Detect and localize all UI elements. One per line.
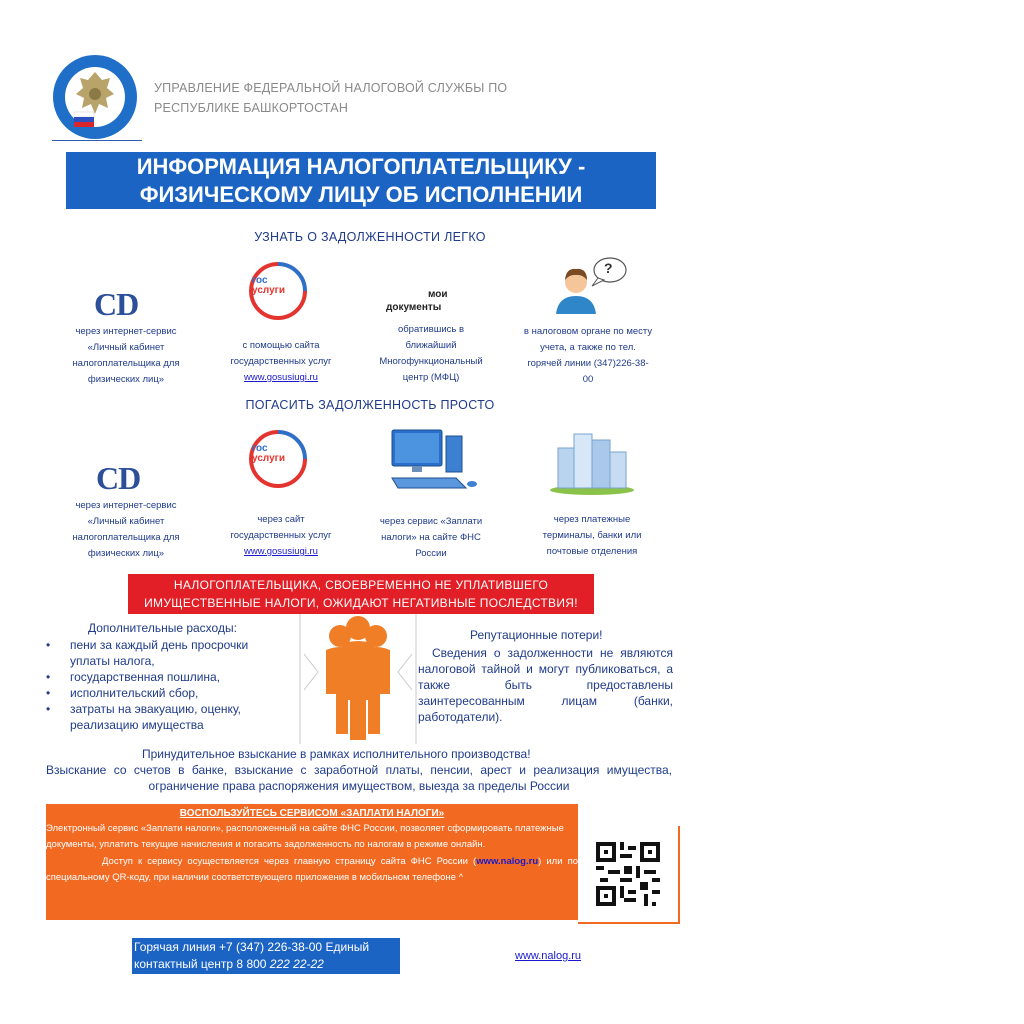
- question-mark: ?: [604, 260, 613, 276]
- warning-banner: [128, 574, 594, 614]
- caption-line: физических лиц»: [87, 548, 165, 559]
- dokumenty-text: документы: [386, 302, 442, 313]
- caption-line: через сервис «Заплати: [379, 516, 483, 527]
- caption-line: через платежные: [553, 514, 631, 525]
- caption-line: через интернет-сервис: [75, 326, 177, 337]
- section-heading-pay-debt: ПОГАСИТЬ ЗАДОЛЖЕННОСТЬ ПРОСТО: [245, 398, 495, 412]
- service-para-1: Электронный сервис «Заплати налоги», расположенный на сайте ФНС России, позволяет сформировать платежные документы, уплатить текущие начисления и погасить задолженность по налогам в режиме онлайн.: [46, 823, 564, 850]
- caption-mfc: [366, 322, 496, 386]
- caption-line: центр (МФЦ): [402, 372, 460, 383]
- gosuslugi-text-top: гос: [252, 275, 268, 286]
- pay-taxes-service-box: [46, 804, 578, 920]
- reputation-text: Сведения о задолженности не являются налоговой тайной и могут публиковаться, а также быть предоставлены заинтересованным лицам (банки, работодатели).: [418, 646, 673, 724]
- buildings-icon: [548, 428, 636, 496]
- footer-site-link-wrap: [515, 950, 581, 962]
- gosuslugi-link[interactable]: www.gosusiugi.ru: [244, 546, 318, 557]
- cd-logo-icon: CD: [94, 286, 139, 322]
- caption-line: почтовые отделения: [546, 546, 638, 557]
- list-item: • исполнительский сбор,: [46, 685, 286, 701]
- caption-line: государственных услуг: [230, 356, 332, 367]
- gosuslugi-logo-icon: [248, 430, 308, 488]
- nalog-site-link[interactable]: www.nalog.ru: [515, 950, 582, 962]
- caption-line: налоги» на сайте ФНС: [381, 532, 481, 543]
- gosuslugi-text-bottom: услуги: [252, 453, 285, 464]
- hotline-prefix: контактный центр 8 800: [134, 957, 270, 971]
- caption-personal-cabinet: [56, 324, 196, 388]
- list-item: • государственная пошлина,: [46, 669, 286, 685]
- fns-emblem-logo: [52, 54, 138, 140]
- service-para-2: [46, 854, 578, 886]
- caption-line: с помощью сайта: [242, 340, 320, 351]
- expenses-list: [46, 637, 286, 733]
- caption-line: Многофункциональный: [379, 356, 483, 367]
- hotline-line-1: Горячая линия +7 (347) 226-38-00 Единый: [134, 940, 370, 954]
- qr-frame-right: [678, 826, 680, 924]
- computer-icon: [386, 428, 482, 494]
- gosuslugi-text-bottom: услуги: [252, 285, 285, 296]
- title-line-1: ИНФОРМАЦИЯ НАЛОГОПЛАТЕЛЬЩИКУ -: [136, 154, 586, 179]
- nalog-link[interactable]: www.nalog.ru: [476, 856, 539, 867]
- caption-terminals-banks: [524, 512, 660, 560]
- caption-line: через интернет-сервис: [75, 500, 177, 511]
- caption-line: ближайший: [405, 340, 457, 351]
- caption-personal-cabinet: [56, 498, 196, 562]
- page-title: [66, 152, 656, 209]
- service-para-2-text: ) или по специальному QR-коду, при наличии соответствующего приложения в мобильном телефоне ^: [46, 856, 578, 883]
- enforcement-text: Взыскание со счетов в банке, взыскание с заработной платы, пенсии, арест и реализация имущества, ограничение права распоряжения имуществом, выезда за пределы России: [46, 763, 672, 793]
- caption-line: через сайт: [257, 514, 305, 525]
- caption-gosuslugi-pay: [214, 512, 348, 560]
- caption-line: «Личный кабинет: [87, 342, 165, 353]
- caption-line: 00: [582, 374, 594, 385]
- caption-tax-office: [508, 324, 668, 388]
- hotline-line-2: [134, 956, 400, 973]
- list-item: • затраты на эвакуацию, оценку, реализацию имущества: [46, 701, 286, 733]
- org-line-2: РЕСПУБЛИКЕ БАШКОРТОСТАН: [154, 101, 349, 115]
- caption-line: «Личный кабинет: [87, 516, 165, 527]
- list-item: • пени за каждый день просрочки уплаты налога,: [46, 637, 286, 669]
- expenses-heading: Дополнительные расходы:: [88, 621, 237, 635]
- caption-line: терминалы, банки или: [542, 530, 642, 541]
- hotline-box: [132, 938, 400, 974]
- hotline-number: 222 22-22: [269, 957, 324, 971]
- caption-line: горячей линии (347)226-38-: [527, 358, 649, 369]
- moi-dokumenty-logo: [386, 288, 448, 314]
- warning-line-1: НАЛОГОПЛАТЕЛЬЩИКА, СВОЕВРЕМЕННО НЕ УПЛАТИВШЕГО: [173, 578, 549, 592]
- caption-line: налогоплательщика для: [72, 358, 180, 369]
- section-heading-find-debt: УЗНАТЬ О ЗАДОЛЖЕННОСТИ ЛЕГКО: [254, 230, 486, 244]
- reputation-heading: Репутационные потери!: [470, 628, 603, 642]
- gosuslugi-link[interactable]: www.gosusiugi.ru: [244, 372, 318, 383]
- organization-name: [154, 78, 534, 118]
- enforcement-heading: Принудительное взыскание в рамках исполнительного производства!: [142, 747, 531, 761]
- person-question-icon: [552, 256, 632, 316]
- caption-line: в налоговом органе по месту: [523, 326, 653, 337]
- gosuslugi-text-top: гос: [252, 443, 268, 454]
- moi-text: мои: [428, 289, 448, 300]
- caption-gosuslugi: [214, 338, 348, 386]
- caption-line: государственных услуг: [230, 530, 332, 541]
- caption-pay-taxes-service: [366, 514, 496, 562]
- caption-line: учета, а также по тел.: [540, 342, 636, 353]
- header-divider: [52, 140, 142, 141]
- caption-line: обратившись в: [397, 324, 465, 335]
- caption-line: налогоплательщика для: [72, 532, 180, 543]
- caption-line: России: [415, 548, 447, 559]
- cd-logo-icon: CD: [96, 460, 141, 496]
- gosuslugi-logo-icon: [248, 262, 308, 320]
- org-line-1: УПРАВЛЕНИЕ ФЕДЕРАЛЬНОЙ НАЛОГОВОЙ СЛУЖБЫ ПО: [154, 81, 508, 95]
- people-group-illustration: [298, 614, 418, 744]
- service-heading: ВОСПОЛЬЗУЙТЕСЬ СЕРВИСОМ «ЗАПЛАТИ НАЛОГИ»: [179, 808, 445, 819]
- service-para-2-text: Доступ к сервису осуществляется через главную страницу сайта ФНС России (: [102, 856, 477, 867]
- warning-line-2: ИМУЩЕСТВЕННЫЕ НАЛОГИ, ОЖИДАЮТ НЕГАТИВНЫЕ ПОСЛЕДСТВИЯ!: [144, 596, 578, 610]
- caption-line: физических лиц»: [87, 374, 165, 385]
- title-line-2: ФИЗИЧЕСКОМУ ЛИЦУ ОБ ИСПОЛНЕНИИ: [139, 182, 583, 207]
- qr-code-icon[interactable]: [596, 842, 660, 906]
- qr-frame-bottom: [578, 922, 680, 924]
